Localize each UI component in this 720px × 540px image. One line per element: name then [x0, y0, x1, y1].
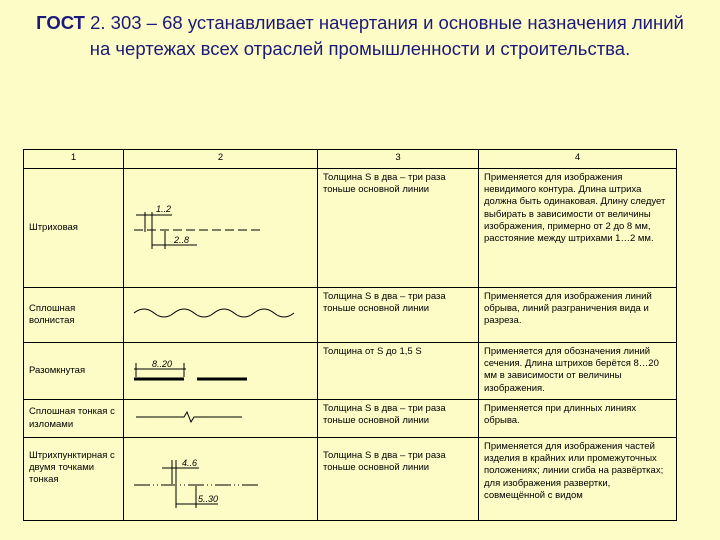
wavy-line-drawing — [124, 288, 318, 342]
line-usage: Применяется для изображения невидимого контура. Длина штриха должна быть одинаковая. Длину следует выбирать в зависимости от величины изображения, примерно от 2 до 8 мм, расстояние между штрихами 1…2 мм. — [479, 169, 677, 288]
line-usage: Применяется для изображения линий обрыва, линий разграничения вида и разреза. — [479, 288, 677, 343]
dimension-label: 8..20 — [152, 359, 173, 369]
open-line-drawing — [124, 343, 318, 399]
dimension-label: 2..8 — [174, 235, 190, 245]
line-thickness: Толщина S в два – три раза тоньше основной линии — [318, 288, 479, 343]
header-cell: 2 — [124, 150, 318, 169]
line-types-table — [23, 149, 677, 521]
line-sample-open — [124, 343, 318, 400]
dimension-label: 1..2 — [156, 204, 172, 214]
title-text: 2. 303 – 68 устанавливает начертания и основные назначения линий на чертежах всех отраслей промышленности и строительства. — [89, 12, 684, 59]
header-cell: 3 — [318, 150, 479, 169]
line-name: Штриховая — [24, 169, 124, 288]
dashed-line-drawing — [124, 169, 318, 287]
zigzag-line-drawing — [124, 400, 318, 437]
line-thickness: Толщина от S до 1,5 S — [318, 343, 479, 400]
dimension-label: 5..30 — [198, 494, 219, 504]
line-usage: Применяется при длинных линиях обрыва. — [479, 400, 677, 438]
title-gost: ГОСТ — [36, 12, 85, 33]
page-title — [30, 10, 690, 62]
line-name: Разомкнутая — [24, 343, 124, 400]
line-sample-wavy — [124, 288, 318, 343]
line-thickness: Толщина S в два – три раза тоньше основной линии — [318, 400, 479, 438]
line-sample-dashed — [124, 169, 318, 288]
table-row — [24, 438, 677, 521]
table-row — [24, 400, 677, 438]
zigzag-line — [136, 412, 242, 422]
table-row — [24, 288, 677, 343]
line-usage: Применяется для обозначения линий сечения. Длина штрихов берётся 8…20 мм в зависимости от величины изображения. — [479, 343, 677, 400]
wavy-line — [134, 309, 294, 317]
line-sample-dash-dot — [124, 438, 318, 521]
table-row — [24, 169, 677, 288]
line-name: Сплошная волнистая — [24, 288, 124, 343]
table-header-row — [24, 150, 677, 169]
line-name: Штрихпунктирная с двумя точками тонкая — [24, 438, 124, 521]
line-name: Сплошная тонкая с изломами — [24, 400, 124, 438]
dash-dot-line-drawing — [124, 438, 318, 520]
line-usage: Применяется для изображения частей изделия в крайних или промежуточных положениях; линии сгиба на развёртках; для изображения развертки, совмещённой с видом — [479, 438, 677, 521]
header-cell: 1 — [24, 150, 124, 169]
dimension-label: 4..6 — [182, 458, 198, 468]
table-row — [24, 343, 677, 400]
line-thickness: Толщина S в два – три раза тоньше основной линии — [318, 438, 479, 521]
line-thickness: Толщина S в два – три раза тоньше основной линии — [318, 169, 479, 288]
line-sample-zigzag — [124, 400, 318, 438]
header-cell: 4 — [479, 150, 677, 169]
